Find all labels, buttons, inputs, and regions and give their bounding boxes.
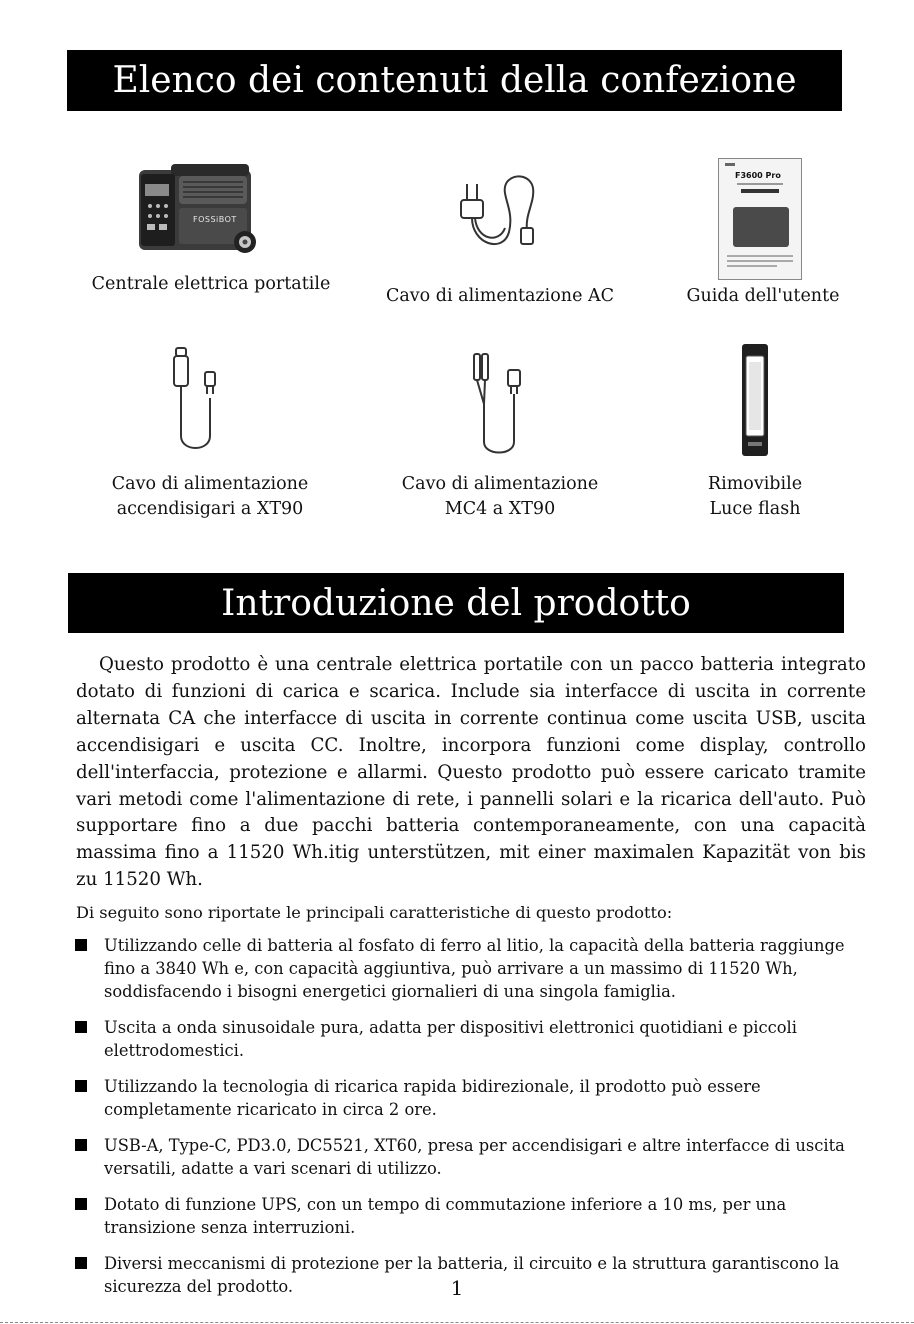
caption-user-manual: Guida dell'utente (686, 286, 840, 306)
car-charger-cable-icon (170, 344, 230, 454)
caption-power-station: Centrale elettrica portatile (91, 274, 331, 294)
feature-item (74, 1134, 874, 1180)
feature-item (74, 934, 874, 1003)
caption-mc4-cable (380, 472, 620, 522)
features-lead: Di seguito sono riportate le principali caratteristiche di questo prodotto: (76, 903, 673, 922)
feature-text: Utilizzando la tecnologia di ricarica rapida bidirezionale, il prodotto può essere completamente ricaricato in circa 2 ore. (104, 1077, 761, 1119)
feature-text: USB-A, Type-C, PD3.0, DC5521, XT60, presa per accendisigari e altre interfacce di uscita versatili, adatte a vari scenari di utilizzo. (104, 1136, 845, 1178)
caption-mc4-line1: Cavo di alimentazione (401, 474, 599, 494)
feature-item (74, 1016, 874, 1062)
feature-item (74, 1075, 874, 1121)
caption-ac-cable: Cavo di alimentazione AC (385, 286, 615, 306)
feature-text: Diversi meccanismi di protezione per la batteria, il circuito e la struttura garantiscono la sicurezza del prodotto. (104, 1254, 840, 1296)
caption-mc4-line2: MC4 a XT90 (444, 499, 556, 519)
manual-product-photo (733, 207, 789, 247)
power-station-icon (137, 162, 259, 258)
bullet-square-icon (75, 1257, 87, 1269)
manual-text-line-3 (727, 265, 777, 267)
manual-cover-title: F3600 Pro (735, 171, 781, 180)
ac-cable-icon (455, 172, 545, 258)
feature-text: Dotato di funzione UPS, con un tempo di commutazione inferiore a 10 ms, per una transizione senza interruzioni. (104, 1195, 787, 1237)
caption-flashlight-line2: Luce flash (709, 499, 801, 519)
product-intro-title: Introduzione del prodotto (68, 573, 844, 633)
manual-logo-mark (725, 163, 735, 166)
package-contents-title: Elenco dei contenuti della confezione (67, 50, 842, 111)
bullet-square-icon (75, 1198, 87, 1210)
caption-flashlight (680, 472, 830, 522)
feature-text: Utilizzando celle di batteria al fosfato di ferro al litio, la capacità della batteria raggiunge fino a 3840 Wh e, con capacità aggiuntiva, può arrivare a un massimo di 11520 Wh, soddisfacendo i bisogni energetici giornalieri di una singola famiglia. (104, 936, 845, 1001)
manual-text-line-1 (727, 255, 793, 257)
feature-text: Uscita a onda sinusoidale pura, adatta per dispositivi elettronici quotidiani e piccoli elettrodomestici. (104, 1018, 797, 1060)
power-station-brand: FOSSiBOT (193, 215, 237, 224)
features-list (74, 934, 874, 1311)
caption-flashlight-line1: Rimovibile (707, 474, 803, 494)
caption-car-charger-cable (90, 472, 330, 522)
user-manual-icon (718, 158, 802, 280)
bullet-square-icon (75, 1021, 87, 1033)
bullet-square-icon (75, 939, 87, 951)
bullet-square-icon (75, 1139, 87, 1151)
caption-car-charger-line2: accendisigari a XT90 (116, 499, 304, 519)
caption-car-charger-line1: Cavo di alimentazione (111, 474, 309, 494)
manual-subtitle-line (737, 183, 783, 185)
flashlight-icon (740, 342, 770, 458)
manual-subtitle-bar (741, 189, 779, 193)
mc4-cable-icon (470, 348, 530, 458)
feature-item (74, 1193, 874, 1239)
page-number: 1 (450, 1276, 464, 1300)
bullet-square-icon (75, 1080, 87, 1092)
product-intro-paragraph: Questo prodotto è una centrale elettrica portatile con un pacco batteria integrato dotato di funzioni di carica e scarica. Include sia interfacce di uscita in corrente alternata CA che interfacce di uscita in corrente continua come uscita USB, uscita accendisigari e uscita CC. Inoltre, incorpora funzioni come display, controllo dell'interfaccia, protezione e allarmi. Questo prodotto può essere caricato tramite vari metodi come l'alimentazione di rete, i pannelli solari e la ricarica dell'auto. Può supportare fino a due pacchi batteria contemporaneamente, con una capacità massima fino a 11520 Wh.itig unterstützen, mit einer maximalen Kapazität von bis zu 11520 Wh. (76, 654, 866, 891)
manual-text-line-2 (727, 260, 793, 262)
